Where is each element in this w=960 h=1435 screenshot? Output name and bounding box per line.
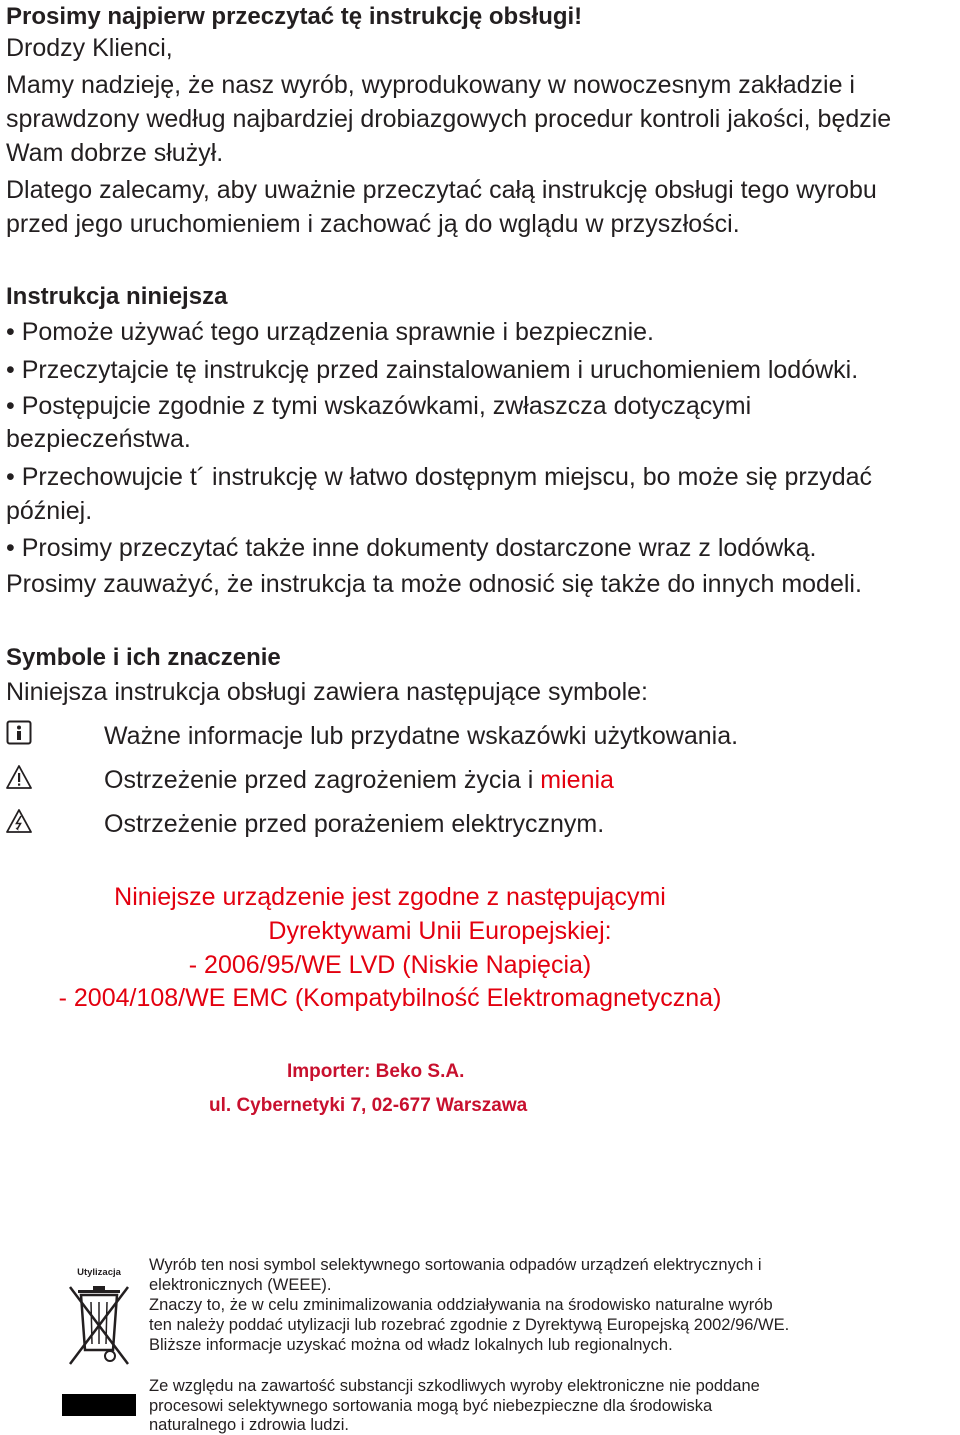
intro-line: Mamy nadzieję, że nasz wyrób, wyprodukowany w nowoczesnym zakładzie i — [6, 71, 855, 99]
list-item: • Przeczytajcie tę instrukcję przed zainstalowaniem i uruchomieniem lodówki. — [6, 356, 859, 384]
models-note: Prosimy zauważyć, że instrukcja ta może odnosić się także do innych modeli. — [6, 570, 862, 598]
weee-text-line: Ze względu na zawartość substancji szkodliwych wyroby elektroniczne nie poddane — [149, 1377, 760, 1395]
symbol-description-electric: Ostrzeżenie przed porażeniem elektrycznym. — [104, 810, 605, 838]
intro-line: Wam dobrze służył. — [6, 139, 224, 167]
list-item: • Pomoże używać tego urządzenia sprawnie i bezpiecznie. — [6, 318, 654, 346]
weee-text-line: elektronicznych (WEEE). — [149, 1276, 332, 1294]
symbol-description-warning — [104, 763, 614, 797]
compliance-line: - 2006/95/WE LVD (Niskie Napięcia) — [188, 951, 592, 979]
warning-text-highlight: mienia — [540, 766, 614, 794]
warning-icon — [6, 764, 32, 790]
importer-address: ul. Cybernetyki 7, 02-677 Warszawa — [209, 1095, 528, 1116]
list-item: • Postępujcie zgodnie z tymi wskazówkami, zwłaszcza dotyczącymi — [6, 392, 752, 420]
list-item-continuation: później. — [6, 497, 93, 525]
page-title: Prosimy najpierw przeczytać tę instrukcję obsługi! — [6, 3, 583, 30]
weee-logo — [62, 1262, 136, 1416]
compliance-line: Niniejsze urządzenie jest zgodne z następującymi — [114, 883, 666, 911]
warning-text: Ostrzeżenie przed zagrożeniem życia i — [104, 766, 541, 794]
section-heading-instructions: Instrukcja niniejsza — [6, 283, 228, 310]
weee-text-line: ten należy poddać utylizacji lub rozebrać zgodnie z Dyrektywą Europejską 2002/96/WE. — [149, 1316, 790, 1334]
weee-text-line: Wyrób ten nosi symbol selektywnego sortowania odpadów urządzeń elektrycznych i — [149, 1256, 762, 1274]
crossed-bin-icon — [62, 1282, 136, 1416]
symbols-intro: Niniejsza instrukcja obsługi zawiera następujące symbole: — [6, 678, 648, 706]
intro-line: przed jego uruchomieniem i zachować ją do wglądu w przyszłości. — [6, 210, 740, 238]
intro-line: Dlatego zalecamy, aby uważnie przeczytać całą instrukcję obsługi tego wyrobu — [6, 176, 877, 204]
weee-text-line: procesowi selektywnego sortowania mogą być niebezpieczne dla środowiska — [149, 1397, 713, 1415]
weee-text-line: naturalnego i zdrowia ludzi. — [149, 1416, 349, 1434]
compliance-line: - 2004/108/WE EMC (Kompatybilność Elektromagnetyczna) — [58, 984, 722, 1012]
list-item-continuation: bezpieczeństwa. — [6, 425, 191, 453]
info-icon — [6, 720, 32, 746]
intro-line: sprawdzony według najbardziej drobiazgowych procedur kontroli jakości, będzie — [6, 105, 892, 133]
weee-logo-label: Utylizacja — [77, 1267, 121, 1278]
greeting: Drodzy Klienci, — [6, 34, 173, 62]
importer-name: Importer: Beko S.A. — [287, 1061, 465, 1082]
weee-text-line: Bliższe informacje uzyskać można od władz lokalnych lub regionalnych. — [149, 1336, 673, 1354]
weee-text-line: Znaczy to, że w celu zminimalizowania oddziaływania na środowisko naturalne wyrób — [149, 1296, 773, 1314]
list-item: • Prosimy przeczytać także inne dokumenty dostarczone wraz z lodówką. — [6, 534, 817, 562]
symbol-description-info: Ważne informacje lub przydatne wskazówki użytkowania. — [104, 722, 739, 750]
list-item: • Przechowujcie t´ instrukcję w łatwo dostępnym miejscu, bo może się przydać — [6, 463, 873, 491]
electric-warning-icon — [6, 808, 32, 834]
compliance-line: Dyrektywami Unii Europejskiej: — [268, 917, 612, 945]
section-heading-symbols: Symbole i ich znaczenie — [6, 644, 281, 671]
